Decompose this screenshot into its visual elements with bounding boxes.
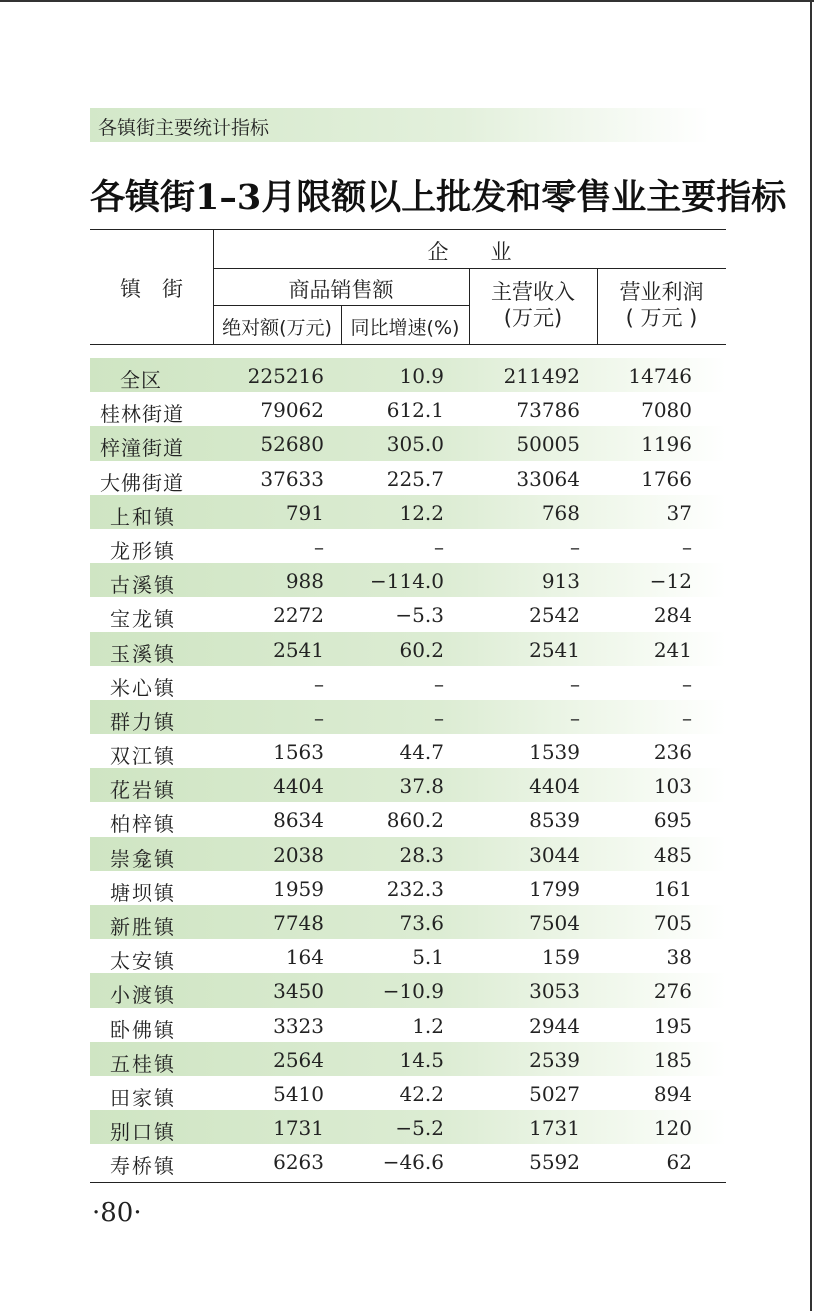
table-row xyxy=(90,495,726,529)
town-name: 别口镇 xyxy=(110,1120,176,1145)
table-body xyxy=(90,358,726,1179)
table-row xyxy=(90,802,726,836)
revenue-value: 5027 xyxy=(529,1081,580,1106)
revenue-value: 1539 xyxy=(529,740,580,765)
town-name: 柏梓镇 xyxy=(110,812,176,837)
profit-value: – xyxy=(682,705,692,730)
growth-value: – xyxy=(434,534,444,559)
growth-value: 12.2 xyxy=(399,500,444,525)
profit-value: 185 xyxy=(653,1047,692,1072)
header-sales: 商品销售额 xyxy=(288,278,394,302)
sales-value: 37633 xyxy=(260,466,324,491)
revenue-value: 159 xyxy=(541,945,580,970)
town-name: 花岩镇 xyxy=(110,778,176,803)
revenue-value: 3053 xyxy=(529,979,580,1004)
town-name: 大佛街道 xyxy=(100,470,184,495)
section-banner xyxy=(90,108,710,142)
growth-value: 42.2 xyxy=(399,1081,444,1106)
page-frame-top xyxy=(0,0,814,2)
profit-value: 241 xyxy=(653,637,692,662)
table-row xyxy=(90,529,726,563)
growth-value: −114.0 xyxy=(369,569,444,594)
table-bottom-rule xyxy=(90,1182,726,1183)
sales-value: 225216 xyxy=(247,364,324,388)
header-revenue-l1: 主营收入 xyxy=(491,280,575,304)
table-row xyxy=(90,1144,726,1178)
profit-value: 38 xyxy=(666,945,692,970)
profit-value: 37 xyxy=(666,500,692,525)
town-name: 上和镇 xyxy=(110,504,176,529)
revenue-value: 211492 xyxy=(503,364,580,388)
table-row xyxy=(90,1008,726,1042)
sales-value: 3450 xyxy=(273,979,324,1004)
profit-value: 1766 xyxy=(641,466,692,491)
sales-value: – xyxy=(314,534,324,559)
revenue-value: 913 xyxy=(541,569,580,594)
revenue-value: 768 xyxy=(541,500,580,525)
growth-value: 60.2 xyxy=(399,637,444,662)
profit-value: 276 xyxy=(653,979,692,1004)
profit-value: 236 xyxy=(653,740,692,765)
table-title: 各镇街1–3月限额以上批发和零售业主要指标 xyxy=(90,177,787,218)
town-name: 玉溪镇 xyxy=(110,641,176,666)
revenue-value: 2944 xyxy=(529,1013,580,1038)
table-row xyxy=(90,461,726,495)
table-row xyxy=(90,1110,726,1144)
sales-value: 2564 xyxy=(273,1047,324,1072)
growth-value: 225.7 xyxy=(386,466,444,491)
sales-value: 7748 xyxy=(273,911,324,935)
table-row xyxy=(90,632,726,666)
table-row xyxy=(90,1076,726,1110)
sales-value: 6263 xyxy=(273,1150,324,1175)
town-name: 新胜镇 xyxy=(110,915,176,939)
town-name: 古溪镇 xyxy=(110,573,176,598)
growth-value: 860.2 xyxy=(386,808,444,833)
sales-value: 1563 xyxy=(273,740,324,765)
sales-value: 5410 xyxy=(273,1081,324,1106)
town-name: 米心镇 xyxy=(110,675,176,700)
table-row xyxy=(90,905,726,939)
revenue-value: 50005 xyxy=(516,432,580,457)
profit-value: – xyxy=(682,534,692,559)
sales-value: 4404 xyxy=(273,774,324,799)
town-name: 田家镇 xyxy=(110,1085,176,1110)
sales-value: 2272 xyxy=(273,603,324,628)
growth-value: 44.7 xyxy=(399,740,444,765)
growth-value: 14.5 xyxy=(399,1047,444,1072)
growth-value: 305.0 xyxy=(386,432,444,457)
revenue-value: – xyxy=(570,705,580,730)
profit-value: 1196 xyxy=(641,432,692,457)
profit-value: 705 xyxy=(653,911,692,935)
growth-value: – xyxy=(434,671,444,696)
town-name: 塘坝镇 xyxy=(110,880,176,905)
town-name: 太安镇 xyxy=(110,949,176,974)
growth-value: −5.3 xyxy=(395,603,444,628)
town-name: 小渡镇 xyxy=(110,983,176,1008)
revenue-value: 5592 xyxy=(529,1150,580,1175)
growth-value: 5.1 xyxy=(412,945,444,970)
sales-value: 164 xyxy=(285,945,324,970)
profit-value: 485 xyxy=(653,842,692,867)
header-group: 企 业 xyxy=(427,240,512,264)
profit-value: 120 xyxy=(653,1116,692,1141)
profit-value: 695 xyxy=(653,808,692,833)
revenue-value: 4404 xyxy=(529,774,580,799)
sales-value: 791 xyxy=(285,500,324,525)
header-sales-abs: 绝对额(万元) xyxy=(222,317,332,339)
table-row xyxy=(90,1042,726,1076)
town-name: 寿桥镇 xyxy=(110,1154,176,1179)
sales-value: – xyxy=(314,705,324,730)
town-name: 宝龙镇 xyxy=(110,607,176,632)
sales-value: 1731 xyxy=(273,1116,324,1141)
profit-value: 195 xyxy=(653,1013,692,1038)
sales-value: 2541 xyxy=(273,637,324,662)
page-number: ·80· xyxy=(92,1198,142,1228)
revenue-value: 1731 xyxy=(529,1116,580,1141)
town-name: 五桂镇 xyxy=(110,1051,176,1076)
profit-value: – xyxy=(682,671,692,696)
table-row xyxy=(90,666,726,700)
header-sales-yoy: 同比增速(%) xyxy=(350,317,460,339)
revenue-value: 73786 xyxy=(516,398,580,423)
table-row xyxy=(90,392,726,426)
profit-value: 284 xyxy=(653,603,692,628)
table-row xyxy=(90,939,726,973)
revenue-value: – xyxy=(570,534,580,559)
sales-value: 988 xyxy=(285,569,324,594)
growth-value: −46.6 xyxy=(382,1150,444,1175)
table-row xyxy=(90,837,726,871)
town-name: 梓潼街道 xyxy=(100,436,184,461)
town-name: 全区 xyxy=(120,368,162,392)
growth-value: 10.9 xyxy=(399,364,444,388)
revenue-value: 1799 xyxy=(529,876,580,901)
table-row xyxy=(90,563,726,597)
sales-value: 52680 xyxy=(260,432,324,457)
table-row xyxy=(90,426,726,460)
header-revenue-l2: (万元) xyxy=(503,306,563,330)
revenue-value: 2542 xyxy=(529,603,580,628)
sales-value: – xyxy=(314,671,324,696)
growth-value: 73.6 xyxy=(399,911,444,935)
revenue-value: 2539 xyxy=(529,1047,580,1072)
growth-value: 232.3 xyxy=(386,876,444,901)
sales-value: 8634 xyxy=(273,808,324,833)
page-frame-right xyxy=(810,0,812,1311)
growth-value: 37.8 xyxy=(399,774,444,799)
growth-value: −5.2 xyxy=(395,1116,444,1141)
header-bottom-rule xyxy=(90,344,726,345)
profit-value: 161 xyxy=(653,876,692,901)
sales-value: 1959 xyxy=(273,876,324,901)
growth-value: – xyxy=(434,705,444,730)
town-name: 群力镇 xyxy=(110,709,176,734)
growth-value: −10.9 xyxy=(382,979,444,1004)
profit-value: −12 xyxy=(649,569,692,594)
table-row xyxy=(90,597,726,631)
revenue-value: 8539 xyxy=(529,808,580,833)
town-name: 卧佛镇 xyxy=(110,1017,176,1042)
revenue-value: 7504 xyxy=(529,911,580,935)
table-row xyxy=(90,700,726,734)
town-name: 崇龛镇 xyxy=(110,846,176,871)
table-row xyxy=(90,768,726,802)
profit-value: 62 xyxy=(666,1150,692,1175)
table-row xyxy=(90,871,726,905)
table-row xyxy=(90,973,726,1007)
sales-value: 79062 xyxy=(260,398,324,423)
profit-value: 7080 xyxy=(641,398,692,423)
profit-value: 14746 xyxy=(628,364,692,388)
table-top-rule xyxy=(90,229,726,230)
revenue-value: – xyxy=(570,671,580,696)
revenue-value: 2541 xyxy=(529,637,580,662)
sales-value: 3323 xyxy=(273,1013,324,1038)
sales-value: 2038 xyxy=(273,842,324,867)
growth-value: 28.3 xyxy=(399,842,444,867)
town-name: 桂林街道 xyxy=(100,402,184,427)
table-row xyxy=(90,734,726,768)
table-row xyxy=(90,358,726,392)
revenue-value: 3044 xyxy=(529,842,580,867)
header-profit-l1: 营业利润 xyxy=(619,280,704,304)
section-label: 各镇街主要统计指标 xyxy=(98,117,270,139)
town-name: 龙形镇 xyxy=(110,538,176,563)
header-profit-l2: ( 万元 ) xyxy=(625,306,698,330)
profit-value: 894 xyxy=(653,1081,692,1106)
growth-value: 1.2 xyxy=(412,1013,444,1038)
growth-value: 612.1 xyxy=(386,398,444,423)
header-row-label: 镇 街 xyxy=(120,277,183,301)
profit-value: 103 xyxy=(653,774,692,799)
town-name: 双江镇 xyxy=(110,744,176,769)
revenue-value: 33064 xyxy=(516,466,580,491)
